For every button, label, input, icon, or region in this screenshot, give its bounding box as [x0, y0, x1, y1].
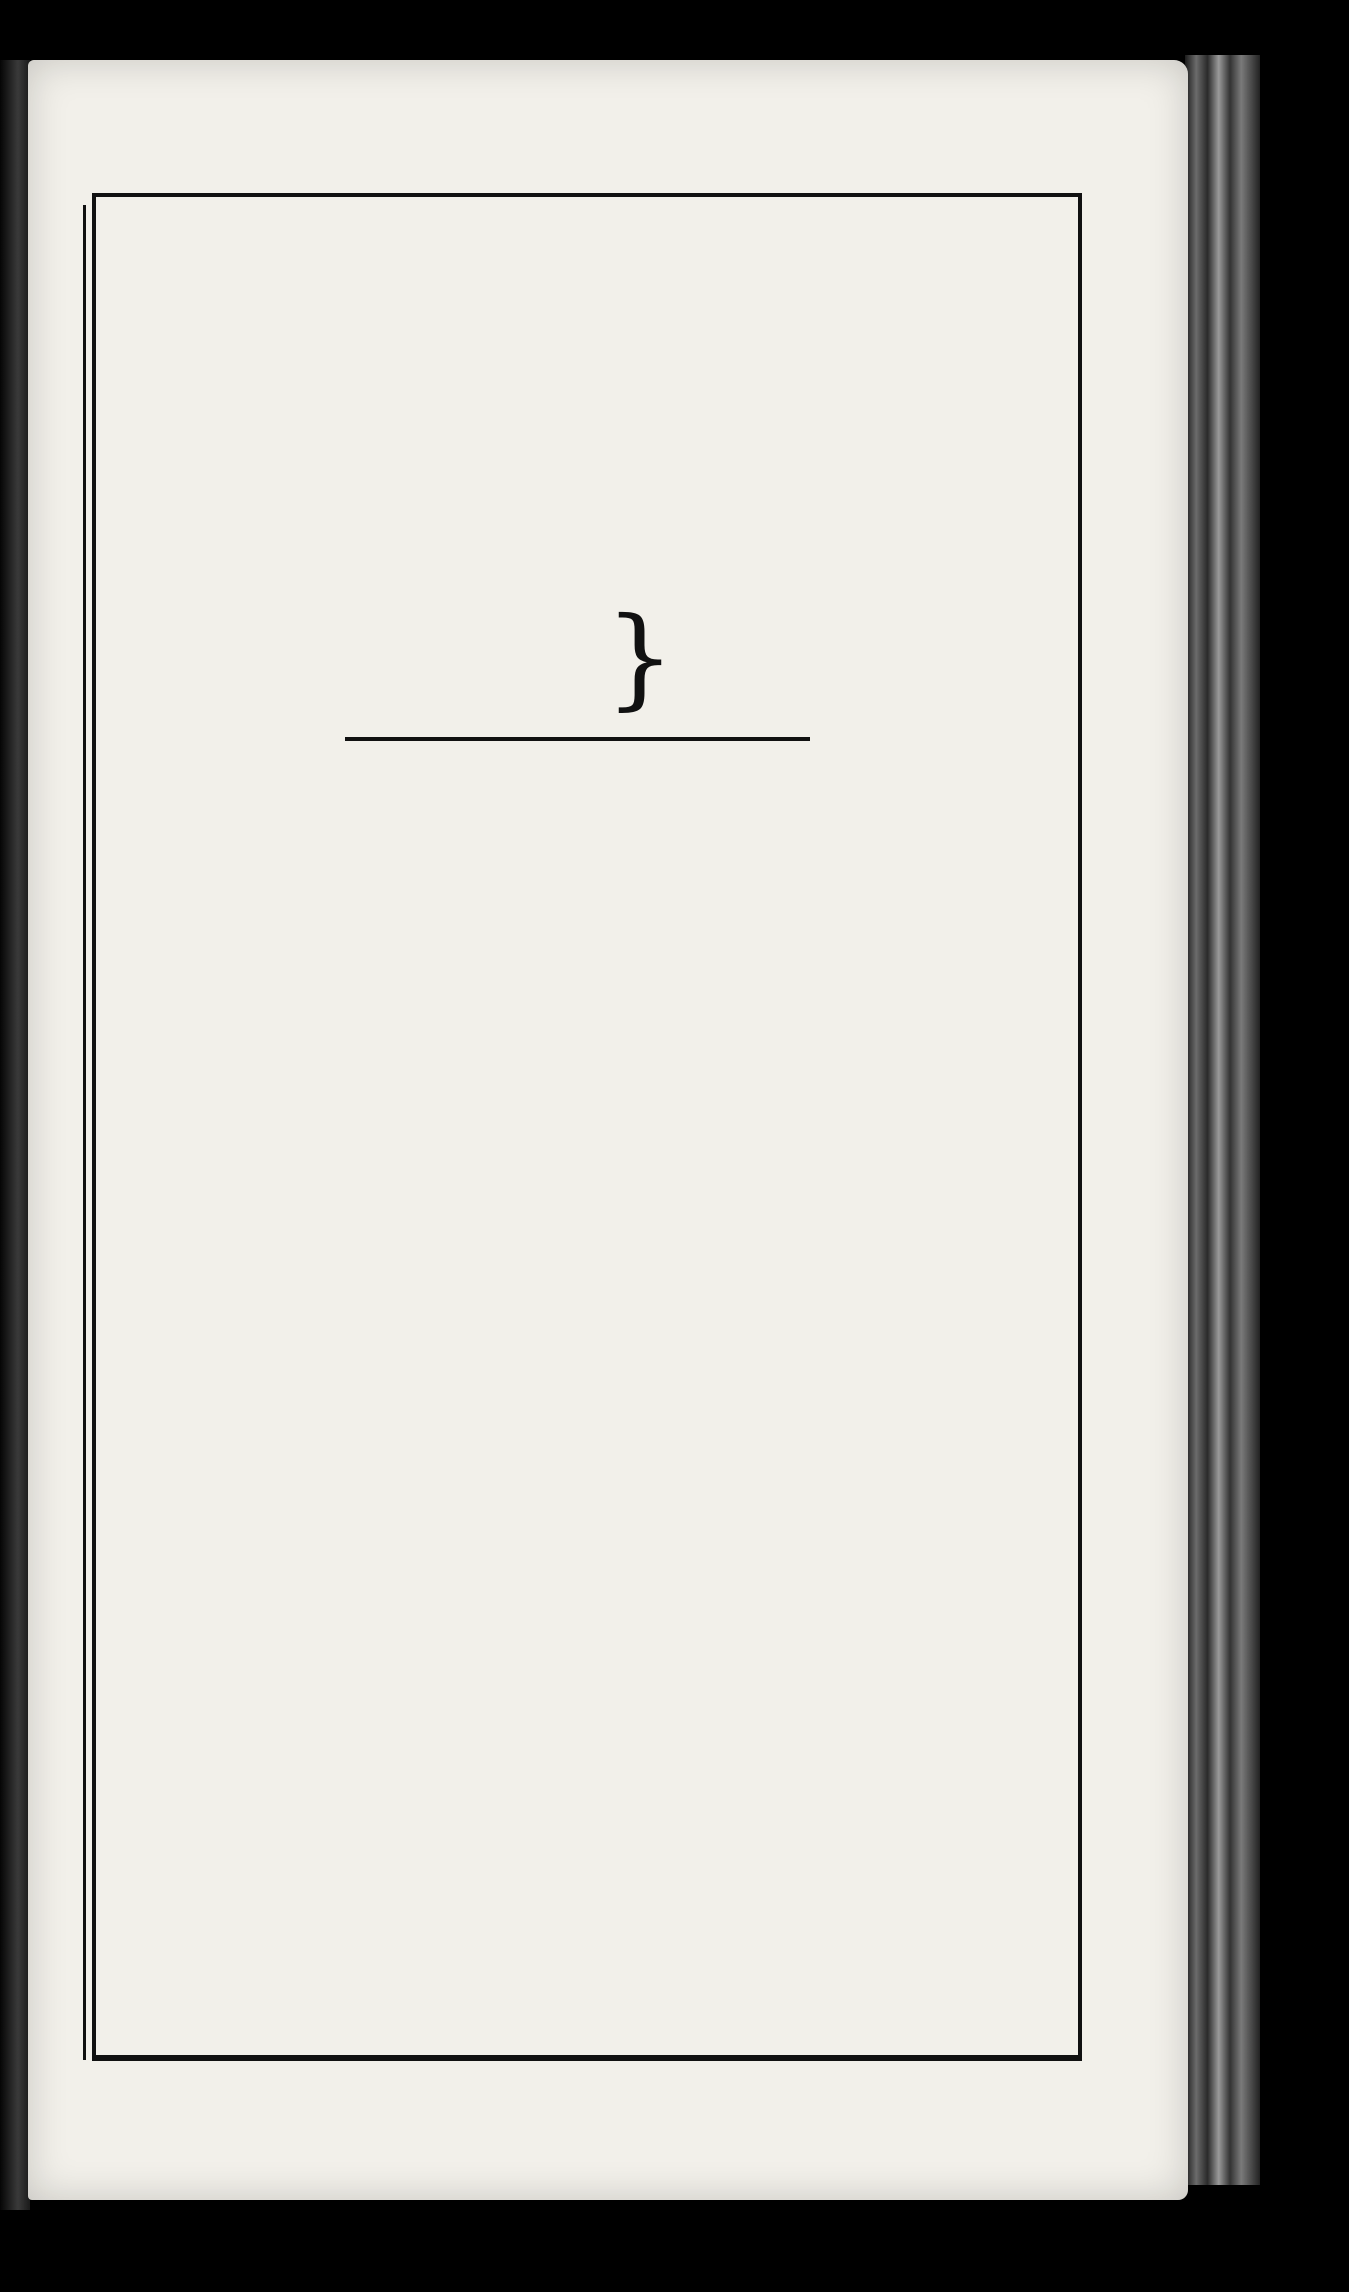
text-frame — [92, 193, 1082, 2061]
brace-icon: } — [605, 593, 675, 721]
frame-left-rule — [83, 205, 86, 2060]
book-page-edges — [1185, 55, 1260, 2185]
binding-fold — [0, 60, 30, 2210]
heading-rule — [345, 737, 810, 741]
